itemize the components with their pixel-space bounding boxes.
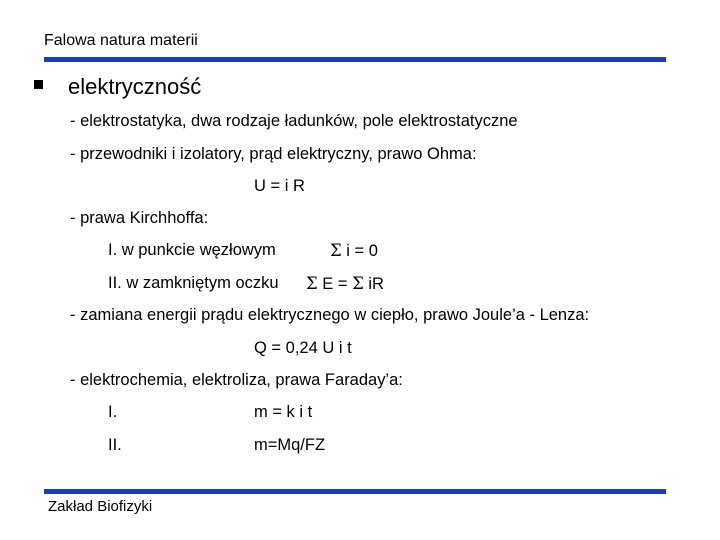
kirchhoff-2-end: iR bbox=[368, 275, 384, 293]
kirchhoff-2-formula bbox=[306, 274, 384, 294]
kirchhoff-2-label: II. w zamkniętym oczku bbox=[108, 274, 279, 292]
formula-faraday-2: m=Mq/FZ bbox=[254, 436, 326, 454]
faraday-2-label: II. bbox=[108, 436, 122, 454]
formula-faraday-1: m = k i t bbox=[254, 403, 313, 421]
sigma-symbol: Σ bbox=[352, 274, 364, 293]
formula-ohm: U = i R bbox=[254, 177, 305, 195]
text-line-conductors: - przewodniki i izolatory, prąd elektryczny, prawo Ohma: bbox=[70, 145, 477, 163]
sigma-symbol: Σ bbox=[330, 241, 342, 260]
section-heading: elektryczność bbox=[68, 74, 202, 99]
text-line-kirchhoff: - prawa Kirchhoffa: bbox=[70, 209, 209, 227]
footer-text: Zakład Biofizyki bbox=[48, 498, 153, 515]
square-bullet-icon bbox=[34, 80, 43, 89]
kirchhoff-1-label: I. w punkcie węzłowym bbox=[108, 241, 276, 259]
kirchhoff-1-formula bbox=[330, 241, 378, 261]
bottom-divider bbox=[44, 489, 666, 494]
top-divider bbox=[44, 57, 666, 62]
text-line-electrostatics: - elektrostatyka, dwa rodzaje ładunków, pole elektrostatyczne bbox=[70, 112, 518, 130]
text-line-faraday: - elektrochemia, elektroliza, prawa Faraday’a: bbox=[70, 371, 403, 389]
kirchhoff-2-mid: E = bbox=[322, 275, 348, 293]
formula-joule: Q = 0,24 U i t bbox=[254, 339, 352, 357]
kirchhoff-1-expr: i = 0 bbox=[346, 242, 378, 260]
text-line-joule: - zamiana energii prądu elektrycznego w ciepło, prawo Joule’a - Lenza: bbox=[70, 306, 590, 324]
faraday-1-label: I. bbox=[108, 403, 118, 421]
sigma-symbol: Σ bbox=[306, 274, 318, 293]
page-title: Falowa natura materii bbox=[44, 32, 198, 49]
